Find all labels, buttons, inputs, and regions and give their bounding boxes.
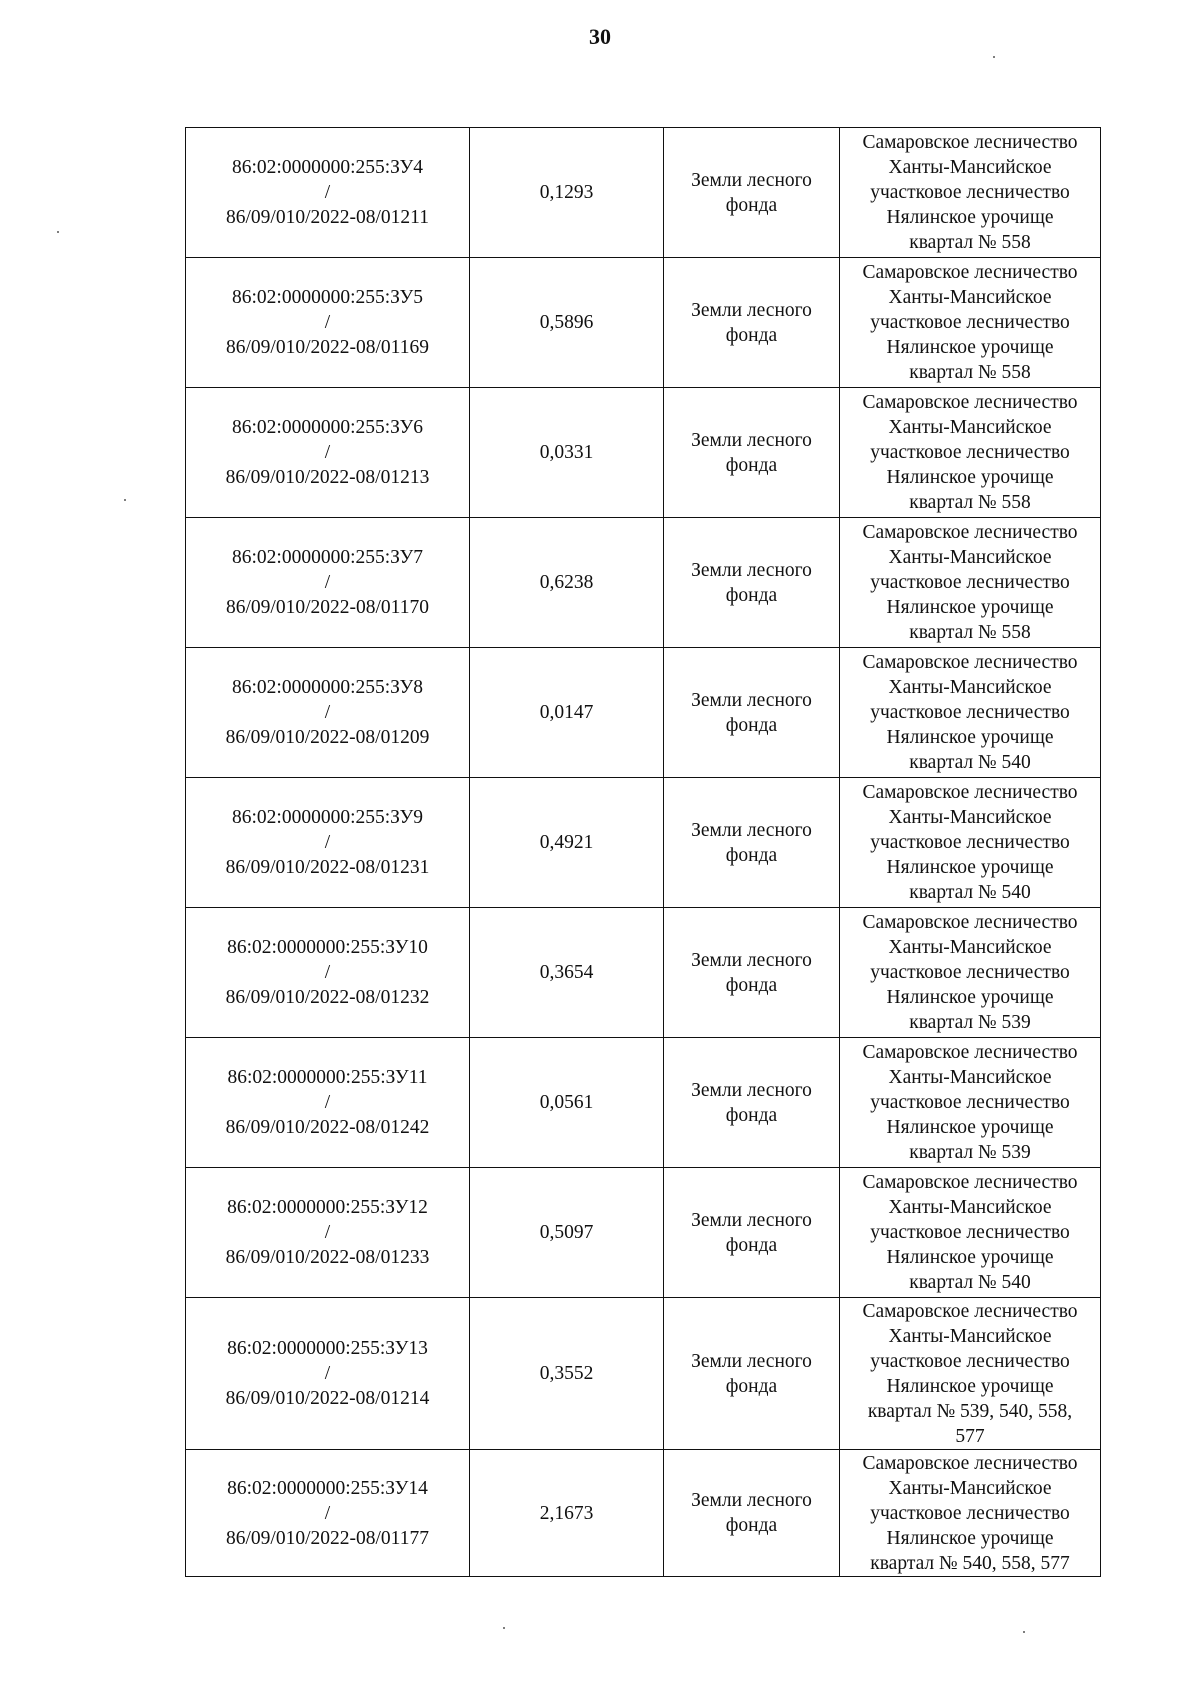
category-line: фонда	[725, 714, 778, 736]
cadastral-number: 86:02:0000000:255:ЗУ5	[231, 287, 423, 308]
category-line: Земли лесного	[691, 689, 812, 711]
category-line: фонда	[725, 1234, 778, 1256]
location-line: квартал № 539	[909, 1012, 1031, 1033]
location-line: Нялинское урочище	[886, 207, 1054, 228]
category-cell	[664, 128, 840, 258]
area-cell: 0,1293	[470, 128, 664, 258]
table-row	[186, 1298, 1101, 1450]
location-cell	[840, 388, 1101, 518]
table-row	[186, 258, 1101, 388]
location-line: участковое лесничество	[870, 442, 1070, 463]
category-line: фонда	[725, 454, 778, 476]
category-cell	[664, 648, 840, 778]
location-cell	[840, 908, 1101, 1038]
cadastral-number: 86:02:0000000:255:ЗУ11	[227, 1067, 428, 1088]
registry-number: 86/09/010/2022-08/01233	[225, 1247, 430, 1268]
cadastral-number: 86:02:0000000:255:ЗУ4	[231, 157, 423, 178]
location-cell	[840, 1450, 1101, 1577]
category-line: фонда	[725, 1375, 778, 1397]
category-cell	[664, 1298, 840, 1450]
cadastral-cell	[186, 258, 470, 388]
location-line: Самаровское лесничество	[862, 782, 1078, 803]
location-line: квартал № 558	[909, 622, 1031, 643]
category-line: фонда	[725, 844, 778, 866]
location-line: участковое лесничество	[870, 312, 1070, 333]
location-line: Самаровское лесничество	[862, 1172, 1078, 1193]
scan-speck	[57, 231, 59, 233]
separator: /	[324, 1092, 331, 1113]
category-line: фонда	[725, 194, 778, 216]
category-cell	[664, 1038, 840, 1168]
location-line: Самаровское лесничество	[862, 1452, 1078, 1474]
location-line: Нялинское урочище	[886, 1375, 1054, 1397]
location-line: Ханты-Мансийское	[888, 1325, 1052, 1347]
category-line: Земли лесного	[691, 819, 812, 841]
category-line: Земли лесного	[691, 299, 812, 321]
area-cell: 0,3654	[470, 908, 664, 1038]
location-cell	[840, 1038, 1101, 1168]
registry-number: 86/09/010/2022-08/01214	[225, 1388, 430, 1409]
area-cell: 0,0331	[470, 388, 664, 518]
location-line: Самаровское лесничество	[862, 262, 1078, 283]
location-line: Самаровское лесничество	[862, 132, 1078, 153]
location-line: Самаровское лесничество	[862, 1300, 1078, 1322]
registry-number: 86/09/010/2022-08/01211	[226, 207, 429, 228]
cadastral-cell	[186, 648, 470, 778]
location-line: участковое лесничество	[870, 1092, 1070, 1113]
category-line: Земли лесного	[691, 1350, 812, 1372]
location-line: Нялинское урочище	[886, 337, 1054, 358]
separator: /	[324, 442, 331, 463]
area-cell: 0,5896	[470, 258, 664, 388]
separator: /	[324, 702, 331, 723]
category-cell	[664, 258, 840, 388]
scan-speck	[124, 499, 126, 501]
page-number: 30	[589, 24, 611, 49]
cadastral-cell	[186, 1298, 470, 1450]
table-row	[186, 1450, 1101, 1577]
scan-speck	[1023, 1631, 1025, 1633]
separator: /	[324, 572, 331, 593]
area-cell: 0,5097	[470, 1168, 664, 1298]
location-line: Нялинское урочище	[886, 1247, 1054, 1268]
cadastral-cell	[186, 778, 470, 908]
location-cell	[840, 648, 1101, 778]
location-line: участковое лесничество	[870, 182, 1070, 203]
table-row	[186, 1038, 1101, 1168]
land-plots-table	[185, 127, 1101, 1577]
category-line: фонда	[725, 1515, 778, 1536]
category-cell	[664, 778, 840, 908]
location-line: Ханты-Мансийское	[888, 1477, 1052, 1499]
table-row	[186, 648, 1101, 778]
location-cell	[840, 518, 1101, 648]
location-line: Самаровское лесничество	[862, 392, 1078, 413]
location-line: Ханты-Мансийское	[888, 677, 1052, 698]
registry-number: 86/09/010/2022-08/01242	[225, 1117, 430, 1138]
location-line: Нялинское урочище	[886, 597, 1054, 618]
location-line: Ханты-Мансийское	[888, 937, 1052, 958]
table-row	[186, 908, 1101, 1038]
location-cell	[840, 1168, 1101, 1298]
cadastral-cell	[186, 1168, 470, 1298]
location-line: Ханты-Мансийское	[888, 1067, 1052, 1088]
registry-number: 86/09/010/2022-08/01209	[225, 727, 430, 748]
location-line: квартал № 558	[909, 362, 1031, 383]
location-line: участковое лесничество	[870, 572, 1070, 593]
category-line: Земли лесного	[691, 429, 812, 451]
category-line: фонда	[725, 974, 778, 996]
location-line: квартал № 558	[909, 232, 1031, 253]
separator: /	[324, 1363, 331, 1384]
separator: /	[324, 1502, 331, 1524]
cadastral-number: 86:02:0000000:255:ЗУ8	[231, 677, 423, 698]
category-cell	[664, 1168, 840, 1298]
cadastral-number: 86:02:0000000:255:ЗУ10	[227, 937, 428, 958]
separator: /	[324, 182, 331, 203]
scan-speck	[503, 1627, 505, 1629]
location-line: участковое лесничество	[870, 1350, 1070, 1372]
location-line: Нялинское урочище	[886, 727, 1054, 748]
area-cell: 0,0561	[470, 1038, 664, 1168]
cadastral-number: 86:02:0000000:255:ЗУ6	[231, 417, 423, 438]
separator: /	[324, 832, 331, 853]
location-line: Нялинское урочище	[886, 467, 1054, 488]
registry-number: 86/09/010/2022-08/01170	[226, 597, 429, 618]
separator: /	[324, 962, 331, 983]
area-cell: 2,1673	[470, 1450, 664, 1577]
location-line: участковое лесничество	[870, 962, 1070, 983]
area-cell: 0,3552	[470, 1298, 664, 1450]
location-line: квартал № 539, 540, 558,	[867, 1400, 1073, 1422]
area-cell: 0,4921	[470, 778, 664, 908]
category-cell	[664, 388, 840, 518]
category-line: фонда	[725, 1104, 778, 1126]
category-line: фонда	[725, 584, 778, 606]
category-line: Земли лесного	[691, 559, 812, 581]
location-line: квартал № 558	[909, 492, 1031, 513]
location-line: квартал № 540	[909, 1272, 1031, 1293]
registry-number: 86/09/010/2022-08/01213	[225, 467, 430, 488]
location-cell	[840, 128, 1101, 258]
cadastral-cell	[186, 128, 470, 258]
category-cell	[664, 1450, 840, 1577]
cadastral-number: 86:02:0000000:255:ЗУ14	[227, 1477, 428, 1499]
location-line: Нялинское урочище	[886, 987, 1054, 1008]
cadastral-number: 86:02:0000000:255:ЗУ9	[231, 807, 423, 828]
location-line: Самаровское лесничество	[862, 1042, 1078, 1063]
location-line: Ханты-Мансийское	[888, 417, 1052, 438]
category-line: Земли лесного	[691, 1079, 812, 1101]
location-line: участковое лесничество	[870, 832, 1070, 853]
category-cell	[664, 908, 840, 1038]
separator: /	[324, 1222, 331, 1243]
category-line: Земли лесного	[691, 1490, 812, 1511]
cadastral-cell	[186, 908, 470, 1038]
registry-number: 86/09/010/2022-08/01231	[225, 857, 430, 878]
separator: /	[324, 312, 331, 333]
location-line: Ханты-Мансийское	[888, 1197, 1052, 1218]
location-line: квартал № 540	[909, 882, 1031, 903]
cadastral-number: 86:02:0000000:255:ЗУ7	[231, 547, 423, 568]
location-line: Ханты-Мансийское	[888, 157, 1052, 178]
location-line: Ханты-Мансийское	[888, 287, 1052, 308]
location-line: Самаровское лесничество	[862, 522, 1078, 543]
scan-speck	[993, 56, 995, 58]
location-cell	[840, 1298, 1101, 1450]
registry-number: 86/09/010/2022-08/01232	[225, 987, 430, 1008]
location-line: Нялинское урочище	[886, 857, 1054, 878]
location-line: Ханты-Мансийское	[888, 547, 1052, 568]
location-line: Нялинское урочище	[886, 1117, 1054, 1138]
location-cell	[840, 778, 1101, 908]
location-line: Самаровское лесничество	[862, 652, 1078, 673]
cadastral-cell	[186, 1450, 470, 1577]
category-line: Земли лесного	[691, 949, 812, 971]
cadastral-number: 86:02:0000000:255:ЗУ13	[227, 1338, 428, 1359]
table-row	[186, 1168, 1101, 1298]
location-line: участковое лесничество	[870, 1222, 1070, 1243]
location-line: квартал № 540, 558, 577	[870, 1552, 1070, 1574]
location-line: Ханты-Мансийское	[888, 807, 1052, 828]
category-line: фонда	[725, 324, 778, 346]
cadastral-number: 86:02:0000000:255:ЗУ12	[227, 1197, 428, 1218]
location-line: участковое лесничество	[870, 702, 1070, 723]
table-row	[186, 518, 1101, 648]
location-cell	[840, 258, 1101, 388]
location-line: квартал № 540	[909, 752, 1031, 773]
location-line: 577	[955, 1425, 985, 1447]
category-line: Земли лесного	[691, 1209, 812, 1231]
cadastral-cell	[186, 388, 470, 518]
registry-number: 86/09/010/2022-08/01169	[226, 337, 429, 358]
location-line: Нялинское урочище	[886, 1527, 1054, 1549]
location-line: участковое лесничество	[870, 1502, 1070, 1524]
area-cell: 0,6238	[470, 518, 664, 648]
table-row	[186, 388, 1101, 518]
table-row	[186, 778, 1101, 908]
location-line: Самаровское лесничество	[862, 912, 1078, 933]
cadastral-cell	[186, 1038, 470, 1168]
category-cell	[664, 518, 840, 648]
category-line: Земли лесного	[691, 169, 812, 191]
table-row	[186, 128, 1101, 258]
cadastral-cell	[186, 518, 470, 648]
registry-number: 86/09/010/2022-08/01177	[226, 1527, 429, 1549]
area-cell: 0,0147	[470, 648, 664, 778]
location-line: квартал № 539	[909, 1142, 1031, 1163]
